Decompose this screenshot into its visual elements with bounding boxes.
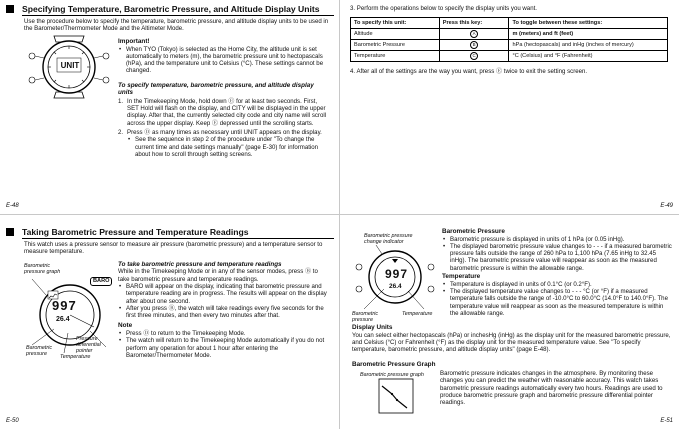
key-cell [439,29,509,40]
display-units-text: You can select either hectopascals (hPa) or inchesHg (inHg) as the display unit for the measured barometric pressure, and Celsius (°C) or Fahrenheit (°F) as the display unit for the measured temperature value. See "To specify temperature, barometric pressure, and altitude display units" (page E-48). [352,331,671,354]
table-row [351,29,668,40]
procedure-block [118,82,330,158]
settings-cell: hPa (hectopascals) and inHg (inches of mercury) [509,40,668,51]
bpg-text: Barometric pressure indicates changes in the atmosphere. By monitoring these changes you can predict the weather with reasonable accuracy. This watch takes barometric pressure readings automatically every two hours. Readings are used to produce barometric pressure graph and barometric pressure differential pointer readings. [440,370,663,407]
step-2-note: • See the sequence in step 2 of the procedure under "To change the current time and date settings manually" (page E-30) for information about how to scroll through setting screens. [127,136,330,158]
display-units-title: Display Units [352,324,393,331]
baro-badge: BARO [90,277,112,286]
section-marker-icon [6,5,14,13]
procedure-title: To take barometric pressure and temperature readings [118,261,282,268]
bpg-graph-label: Barometric pressure graph [360,372,424,378]
note-2: • The watch will return to the Timekeeping Mode automatically if you do not perform any operation for about 1 hour after entering the Barometer/Thermometer Mode. [118,337,330,359]
pressure-graph-icon [378,378,414,414]
settings-cell: m (meters) and ft (feet) [509,29,668,40]
unit-settings-table [350,17,668,62]
key-a-icon: A [470,30,478,38]
title-rule [22,15,334,16]
bullet-1: • BARO will appear on the display, indicating that barometric pressure and temperature reading are in progress. The results will appear on the display after about one second. [118,283,330,305]
temp-label: Temperature [402,311,433,317]
title-rule [22,238,334,239]
step-3-text: 3. Perform the operations below to specify the display units you want. [350,5,537,12]
readings-info-block [442,228,672,317]
key-cell [439,51,509,62]
diff-pointer-label: Pressure differential pointer [76,336,101,354]
baro-label: Barometric pressure [26,345,53,357]
bp-title: Barometric Pressure [442,228,505,235]
section-header [0,4,320,14]
page-e50 [0,215,339,429]
intro-text: This watch uses a pressure sensor to measure air pressure (barometric pressure) and a temperature sensor to measure temperature. [24,241,323,256]
table-header-cell: Press this key: [439,18,509,29]
page-number: E-50 [6,418,19,424]
table-row [351,51,668,62]
display-pressure: 997 [385,267,409,281]
page-number: E-51 [660,418,673,424]
bullet-2: • After you press Ⓑ, the watch will take readings every five seconds for the first three minutes, and then every two minutes after that. [118,305,330,320]
display-pressure: 997 [52,298,77,313]
page-e48 [0,0,339,214]
display-temperature: 26.4 [389,283,402,290]
key-cell [439,40,509,51]
change-indicator-label: Barometric pressure change indicator [364,233,413,245]
unit-cell: Barometric Pressure [351,40,440,51]
page-e51 [340,215,679,429]
display-temperature: 26.4 [56,316,70,323]
page-number: E-49 [660,203,673,209]
graph-label: Barometric pressure graph [24,263,61,275]
t-bullet-2: • The displayed temperature value changes to - - - °C (or °F) if a measured temperature falls outside the range of -10.0°C to 60.0°C (14.0°F to 140.0°F). The temperature value will reappear as soon as the measured temperature is within the allowable range. [442,288,672,317]
intro-text: Use the procedure below to specify the temperature, barometric pressure, and altitude display units to be used in the Barometer/Thermometer Mode and the Altimeter Mode. [24,18,329,33]
bpg-title: Barometric Pressure Graph [352,361,436,368]
watch-unit-label: UNIT [60,61,80,70]
unit-cell: Altitude [351,29,440,40]
important-block [118,38,330,75]
section-header [0,227,249,237]
step-2: 2. Press Ⓓ as many times as necessary until UNIT appears on the display. [118,129,322,136]
temp-label: Temperature [60,354,91,360]
bp-bullet-2: • The displayed barometric pressure value changes to - - - if a measured barometric pressure falls outside the range of 260 hPa to 1,100 hPa (7.65 inHg to 32.45 inHg). The barometric pressure value will reappear as soon as the measured barometric pressure is within the allowable range. [442,243,672,272]
table-header-row [351,18,668,29]
note-title: Note [118,322,133,330]
key-c-icon: C [470,52,478,60]
note-1: • Press Ⓓ to return to the Timekeeping Mode. [118,330,330,337]
key-b-icon: B [470,41,478,49]
temperature-title: Temperature [442,273,481,281]
page-e49 [340,0,679,214]
bp-bullet-1: • Barometric pressure is displayed in units of 1 hPa (or 0.05 inHg). [442,236,672,243]
procedure-title: To specify temperature, barometric pressure, and altitude display units [118,82,314,97]
table-header-cell: To specify this unit: [351,18,440,29]
important-title: Important! [118,38,150,45]
t-bullet-1: • Temperature is displayed in units of 0.1°C (or 0.2°F). [442,281,672,288]
page-number: E-48 [6,203,19,209]
unit-cell: Temperature [351,51,440,62]
important-text: • When TYO (Tokyo) is selected as the Home City, the altitude unit is set automatically to meters (m), the barometric pressure unit to hectopascals (hPa), and the temperature unit to Celsius (°C). These settings cannot be changed. [118,46,330,75]
table-row [351,40,668,51]
table-header-cell: To toggle between these settings: [509,18,668,29]
settings-cell: °C (Celsius) and °F (Fahrenheit) [509,51,668,62]
section-marker-icon [6,228,14,236]
step-1: 1. In the Timekeeping Mode, hold down Ⓔ for at least two seconds. First, SET Hold will flash on the display, and CITY will be displayed in the upper display. After that, the currently selected city code and city name will scroll across the upper display. Keep Ⓔ depressed until the scrolling starts. [118,97,327,127]
section-title: Specifying Temperature, Barometric Pressure, and Altitude Display Units [22,4,320,14]
section-title: Taking Barometric Pressure and Temperature Readings [22,227,249,237]
procedure-text: While in the Timekeeping Mode or in any of the sensor modes, press Ⓑ to take barometric pressure and temperature readings. [118,268,318,283]
step-2-text: Press Ⓓ as many times as necessary until UNIT appears on the display. [127,129,322,136]
baro-label: Barometric pressure [352,311,379,323]
procedure-block [118,261,330,359]
step-4-text: 4. After all of the settings are the way you want, press Ⓔ twice to exit the setting screen. [350,68,588,75]
step-1-text: In the Timekeeping Mode, hold down Ⓔ for at least two seconds. First, SET Hold will flash on the display, and CITY will be displayed in the upper display. After that, the currently selected city code and city name will scroll across the upper display. Keep Ⓔ depressed until the scrolling starts. [127,97,327,127]
display-units-block [352,324,672,353]
